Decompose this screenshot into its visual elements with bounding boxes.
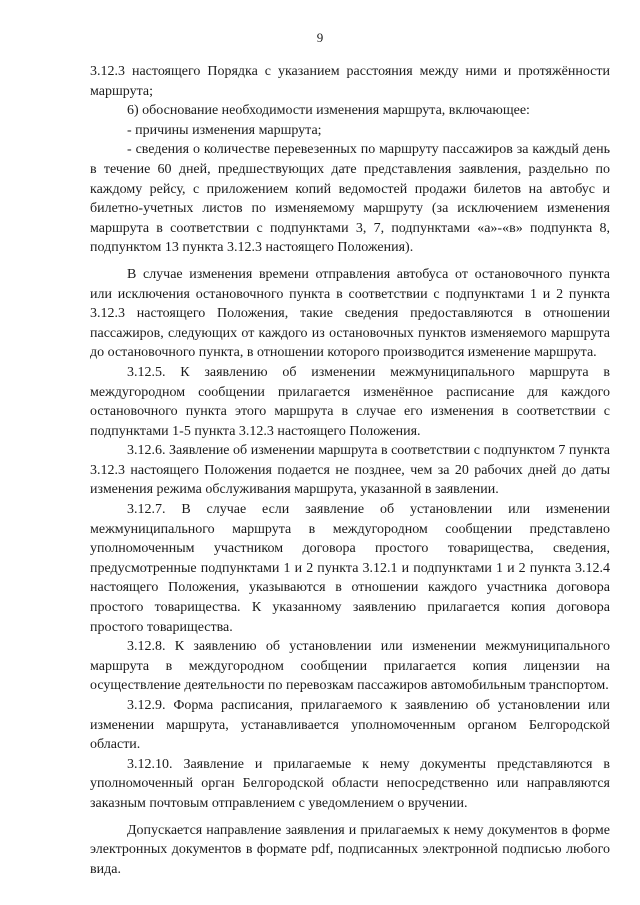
paragraph-3-12-8: 3.12.8. К заявлению об установлении или изменении межмуниципального маршрута в междугородном сообщении прилагается копия лицензии на осуществление деятельности по перевозкам пассажиров автомобильным транспортом. [90,639,610,694]
paragraph-reasons: - причины изменения маршрута; [127,122,322,138]
paragraph-3-12-9: 3.12.9. Форма расписания, прилагаемого к заявлению об установлении или изменении маршрута, устанавливается уполномоченным органом Белгородской области. [90,698,610,753]
paragraph-3-12-6: 3.12.6. Заявление об изменении маршрута в соответствии с подпунктом 7 пункта 3.12.3 настоящего Положения подается не позднее, чем за 20 рабочих дней до даты изменения режима обслуживания маршрута, указанной в заявлении. [90,443,610,498]
paragraph-continuation: 3.12.3 настоящего Порядка с указанием расстояния между ними и протяжённости маршрута; [90,64,610,99]
paragraph-schedule-change: В случае изменения времени отправления автобуса от остановочного пункта или исключения остановочного пункта в соответствии с подпунктами 1 и 2 пункта 3.12.3 настоящего Положения, такие сведения предоставляются в отношении пассажиров, следующих от каждого из остановочных пунктов изменяемого маршрута до остановочного пункта, в отношении которого производится изменение маршрута. [90,266,610,361]
paragraph-passenger-info: - сведения о количестве перевезенных по маршруту пассажиров за каждый день в течение 60 дней, предшествующих дате представления заявления, раздельно по каждому рейсу, с приложением копий ведомостей продажи билетов на автобус и билетно-учетных листов по изменяемому маршруту (за исключением изменения маршрута в соответствии с подпунктами 3, 7, подпунктами «а»-«в» подпункта 8, подпунктом 13 пункта 3.12.3 настоящего Положения). [90,142,610,256]
paragraph-3-12-10: 3.12.10. Заявление и прилагаемые к нему документы представляются в уполномоченный орган Белгородской области непосредственно или направляются заказным почтовым отправлением с уведомлением о вручении. [90,756,610,811]
document-body [90,62,610,879]
page-number: 9 [316,30,324,45]
paragraph-spacer [90,814,610,821]
paragraph-electronic-docs: Допускается направление заявления и прилагаемых к нему документов в форме электронных документов в формате pdf, подписанных электронной подписью любого вида. [90,822,610,877]
paragraph-3-12-7: 3.12.7. В случае если заявление об установлении или изменении межмуниципального маршрута в междугородном сообщении представлено уполномоченным участником договора простого товарищества, сведения, предусмотренные подпунктами 1 и 2 пункта 3.12.1 и подпунктами 1 и 2 пункта 3.12.4 настоящего Положения, указываются в отношении каждого участника договора простого товарищества. К указанному заявлению прилагается копия договора простого товарищества. [90,502,610,635]
paragraph-3-12-5: 3.12.5. К заявлению об изменении межмуниципального маршрута в междугородном сообщении прилагается изменённое расписание для каждого остановочного пункта этого маршрута в случае его изменения в соответствии с подпунктами 1-5 пункта 3.12.3 настоящего Положения. [90,364,610,439]
paragraph-spacer [90,258,610,265]
paragraph-item-6: 6) обоснование необходимости изменения маршрута, включающее: [127,103,530,119]
